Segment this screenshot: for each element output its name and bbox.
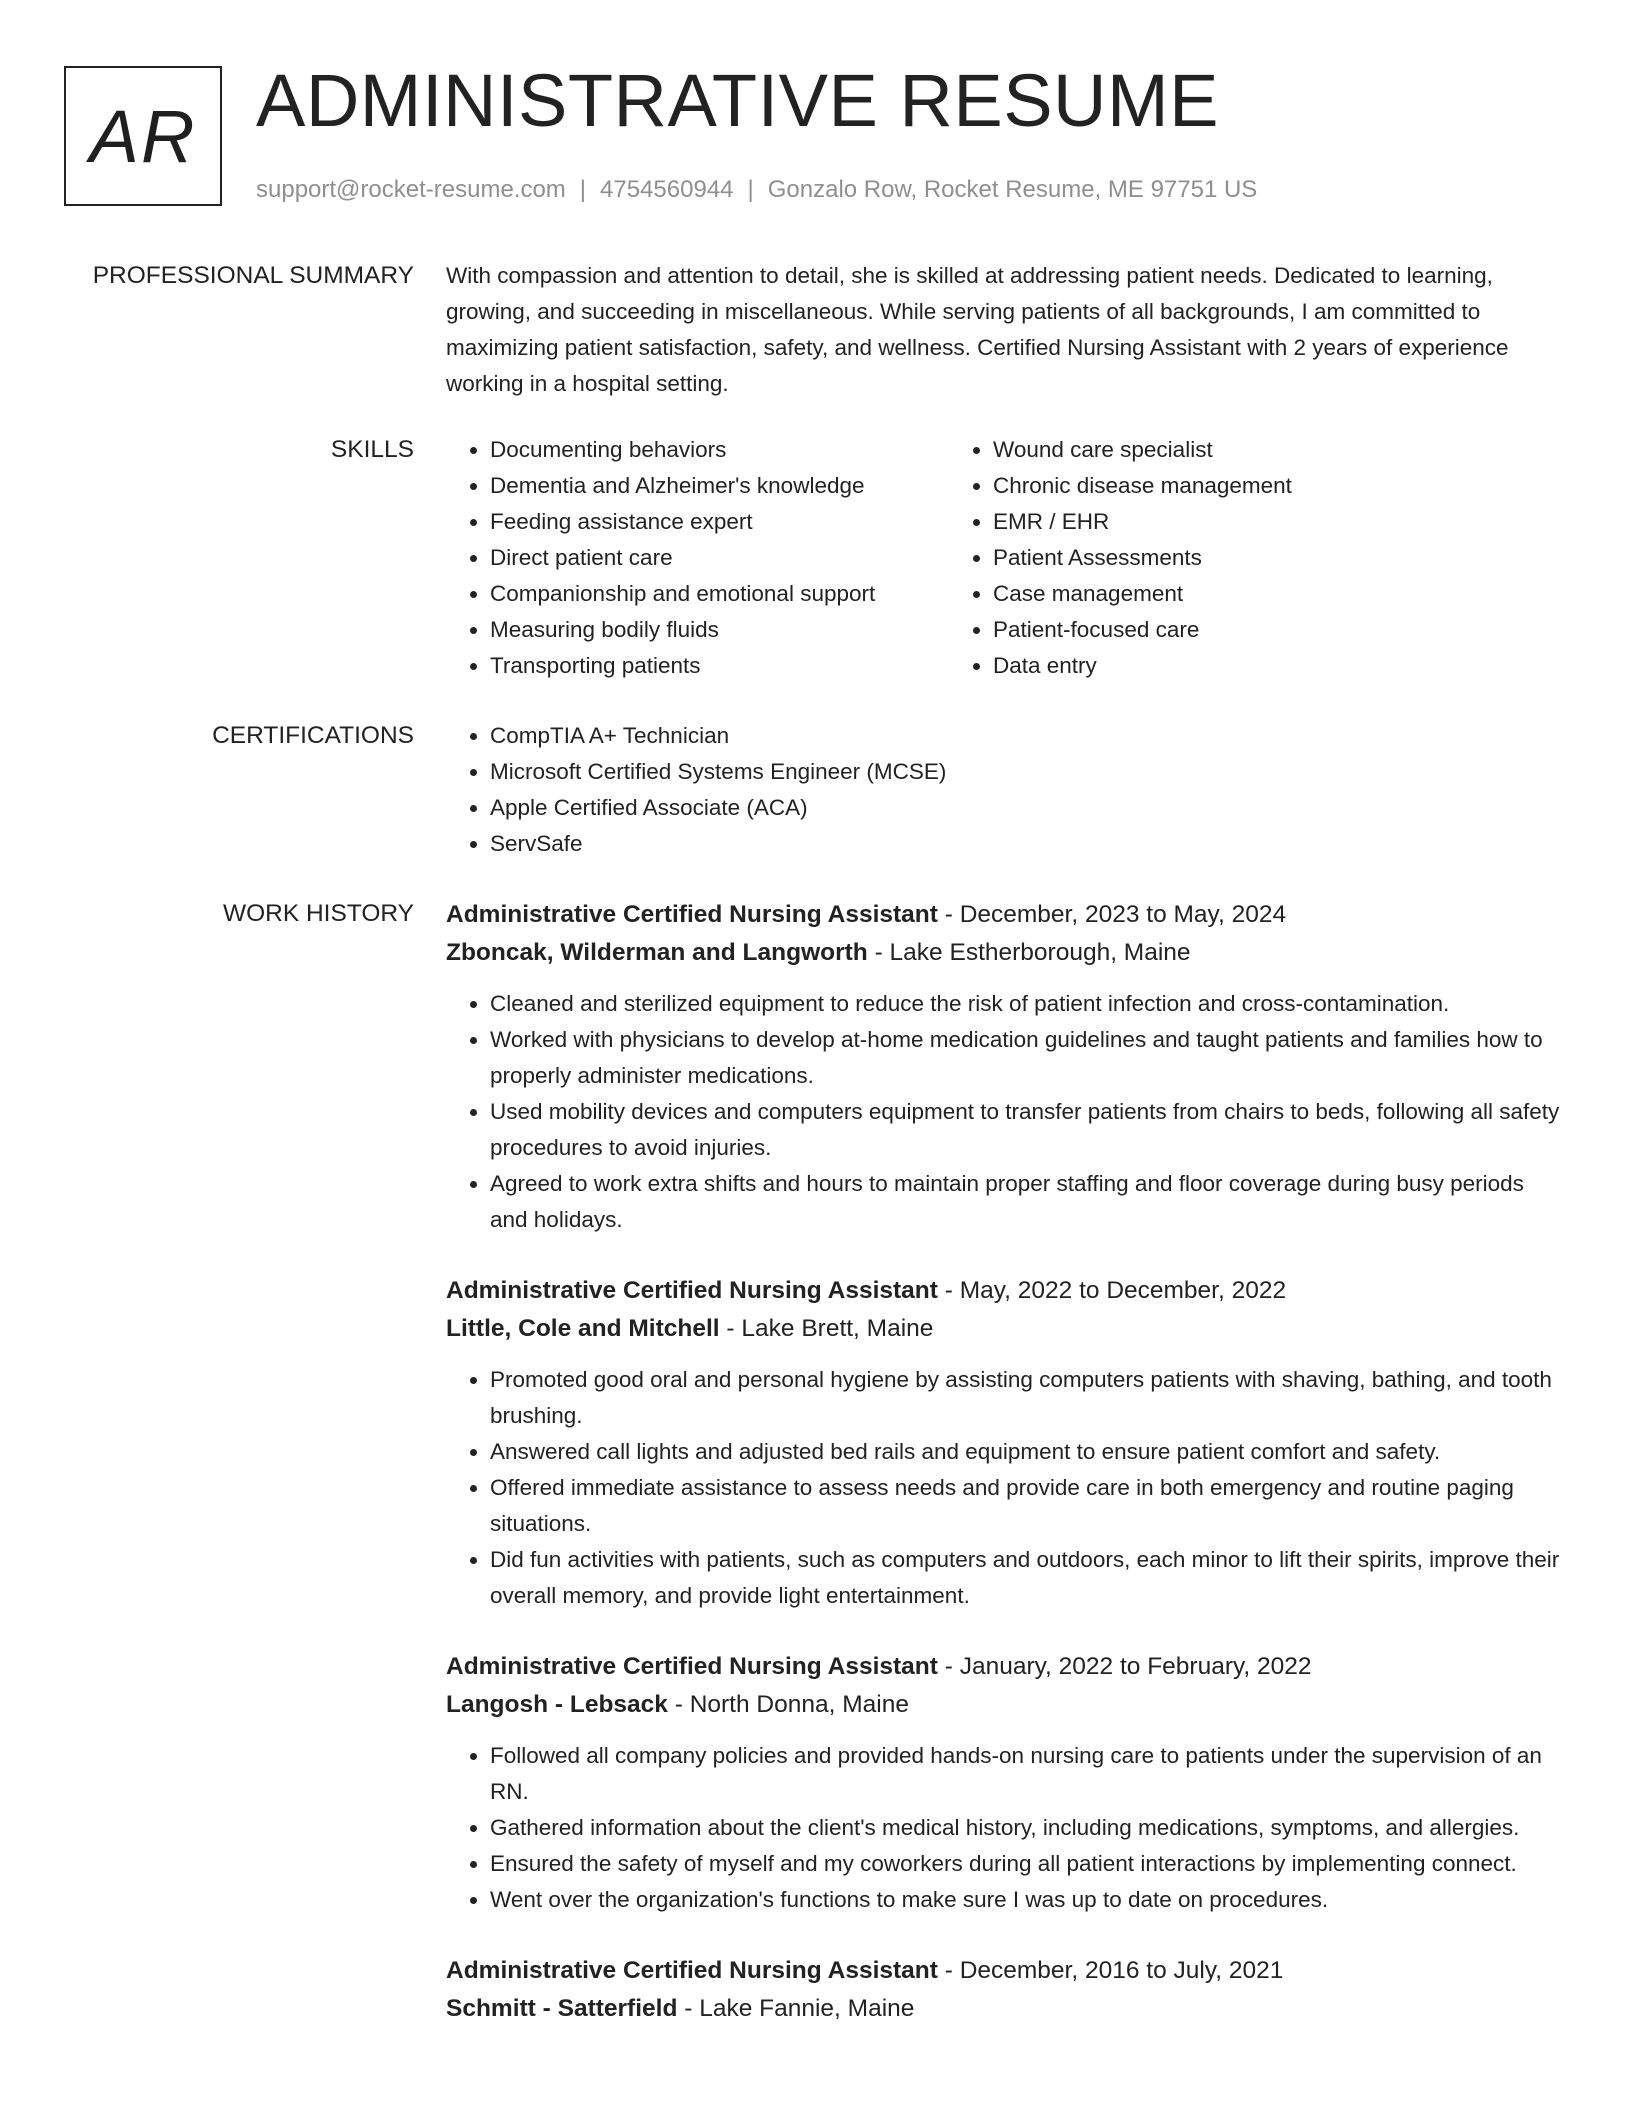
job-dates: - May, 2022 to December, 2022 xyxy=(937,1277,1287,1304)
skill-item: • Documenting behaviors xyxy=(490,432,949,468)
job-location: - North Donna, Maine xyxy=(667,1691,909,1718)
job-company: Zboncak, Wilderman and Langworth xyxy=(446,939,868,966)
job-location: - Lake Estherborough, Maine xyxy=(867,939,1191,966)
job-duties xyxy=(446,1362,1566,1614)
job-entry xyxy=(446,1648,1566,1918)
skill-item: • EMR / EHR xyxy=(993,504,1509,540)
skill-item: • Measuring bodily fluids xyxy=(490,612,949,648)
job-title: Administrative Certified Nursing Assistant xyxy=(446,1653,938,1680)
job-company: Schmitt - Satterfield xyxy=(446,1995,678,2022)
summary-text: With compassion and attention to detail, she is skilled at addressing patient needs. Dedicated to learning, growing, and succeeding in miscellaneous. While serving patients of all backgrounds, I am committed to maximizing patient satisfaction, safety, and wellness. Certified Nursing Assistant with 2 years of experience working in a hospital setting. xyxy=(446,263,1509,396)
job-duty: • Agreed to work extra shifts and hours to maintain proper staffing and floor coverage during busy periods and holidays. xyxy=(490,1166,1566,1238)
job-duty: • Did fun activities with patients, such as computers and outdoors, each minor to lift their spirits, improve their overall memory, and provide light entertainment. xyxy=(490,1542,1566,1614)
job-duty: • Ensured the safety of myself and my coworkers during all patient interactions by implementing connect. xyxy=(490,1846,1566,1882)
certification-item: • ServSafe xyxy=(490,826,1566,862)
job-duty: • Cleaned and sterilized equipment to reduce the risk of patient infection and cross-contamination. xyxy=(490,986,1566,1022)
contact-separator: | xyxy=(747,176,754,203)
job-duty: • Promoted good oral and personal hygiene by assisting computers patients with shaving, bathing, and tooth brushing. xyxy=(490,1362,1566,1434)
job-title: Administrative Certified Nursing Assistant xyxy=(446,1957,938,1984)
job-company-line xyxy=(446,1686,1566,1724)
job-duties xyxy=(446,1738,1566,1918)
skill-item: • Data entry xyxy=(993,648,1509,684)
job-location: - Lake Brett, Maine xyxy=(719,1315,934,1342)
skill-item: • Transporting patients xyxy=(490,648,949,684)
monogram-box xyxy=(64,66,222,206)
skill-item: • Dementia and Alzheimer's knowledge xyxy=(490,468,949,504)
certification-item: • CompTIA A+ Technician xyxy=(490,718,1566,754)
contact-separator: | xyxy=(579,176,587,203)
skill-item: • Chronic disease management xyxy=(993,468,1509,504)
skill-item: • Case management xyxy=(993,576,1509,612)
contact-line xyxy=(256,174,1257,206)
monogram-initials: AR xyxy=(89,94,197,178)
job-title: Administrative Certified Nursing Assistant xyxy=(446,901,938,928)
job-dates: - January, 2022 to February, 2022 xyxy=(937,1653,1312,1680)
job-duty: • Gathered information about the client's medical history, including medications, symptoms, and allergies. xyxy=(490,1810,1566,1846)
job-company-line xyxy=(446,934,1566,972)
job-entry xyxy=(446,1272,1566,1614)
job-company-line xyxy=(446,1310,1566,1348)
contact-email[interactable]: support@rocket-resume.com xyxy=(256,176,566,203)
section-label-summary: PROFESSIONAL SUMMARY xyxy=(92,262,414,289)
job-title-line xyxy=(446,1648,1566,1686)
job-company: Langosh - Lebsack xyxy=(446,1691,668,1718)
certifications-list xyxy=(446,718,1566,862)
certification-item: • Microsoft Certified Systems Engineer (MCSE) xyxy=(490,754,1566,790)
job-location: - Lake Fannie, Maine xyxy=(677,1995,915,2022)
job-entry xyxy=(446,896,1566,1238)
contact-phone[interactable]: 4754560944 xyxy=(600,176,734,203)
certification-item: • Apple Certified Associate (ACA) xyxy=(490,790,1566,826)
job-duty: • Used mobility devices and computers equipment to transfer patients from chairs to beds, following all safety procedures to avoid injuries. xyxy=(490,1094,1566,1166)
skill-item: • Direct patient care xyxy=(490,540,949,576)
skill-item: • Patient Assessments xyxy=(993,540,1509,576)
skill-item: • Companionship and emotional support xyxy=(490,576,949,612)
job-title-line xyxy=(446,896,1566,934)
resume-title: ADMINISTRATIVE RESUME xyxy=(256,59,1219,142)
job-company-line xyxy=(446,1990,1566,2028)
section-label-work-history: WORK HISTORY xyxy=(222,900,414,927)
job-title-line xyxy=(446,1952,1566,1990)
job-duty: • Offered immediate assistance to assess needs and provide care in both emergency and routine paging situations. xyxy=(490,1470,1566,1542)
job-dates: - December, 2016 to July, 2021 xyxy=(937,1957,1284,1984)
skills-list xyxy=(446,432,1566,684)
job-duties xyxy=(446,986,1566,1238)
job-duty: • Worked with physicians to develop at-home medication guidelines and taught patients and families how to properly administer medications. xyxy=(490,1022,1566,1094)
work-history-list xyxy=(446,896,1566,2062)
section-label-skills: SKILLS xyxy=(330,436,414,463)
section-label-certifications: CERTIFICATIONS xyxy=(212,722,414,749)
contact-address: Gonzalo Row, Rocket Resume, ME 97751 US xyxy=(767,176,1258,203)
job-company: Little, Cole and Mitchell xyxy=(446,1315,720,1342)
job-dates: - December, 2023 to May, 2024 xyxy=(937,901,1287,928)
skill-item: • Wound care specialist xyxy=(993,432,1509,468)
skills-column-left xyxy=(446,432,949,684)
skills-column-right xyxy=(949,432,1509,684)
job-title-line xyxy=(446,1272,1566,1310)
job-title: Administrative Certified Nursing Assistant xyxy=(446,1277,938,1304)
job-entry xyxy=(446,1952,1566,2028)
skill-item: • Feeding assistance expert xyxy=(490,504,949,540)
job-duty: • Went over the organization's functions to make sure I was up to date on procedures. xyxy=(490,1882,1566,1918)
job-duty: • Answered call lights and adjusted bed rails and equipment to ensure patient comfort and safety. xyxy=(490,1434,1566,1470)
job-duty: • Followed all company policies and provided hands-on nursing care to patients under the supervision of an RN. xyxy=(490,1738,1566,1810)
skill-item: • Patient-focused care xyxy=(993,612,1509,648)
